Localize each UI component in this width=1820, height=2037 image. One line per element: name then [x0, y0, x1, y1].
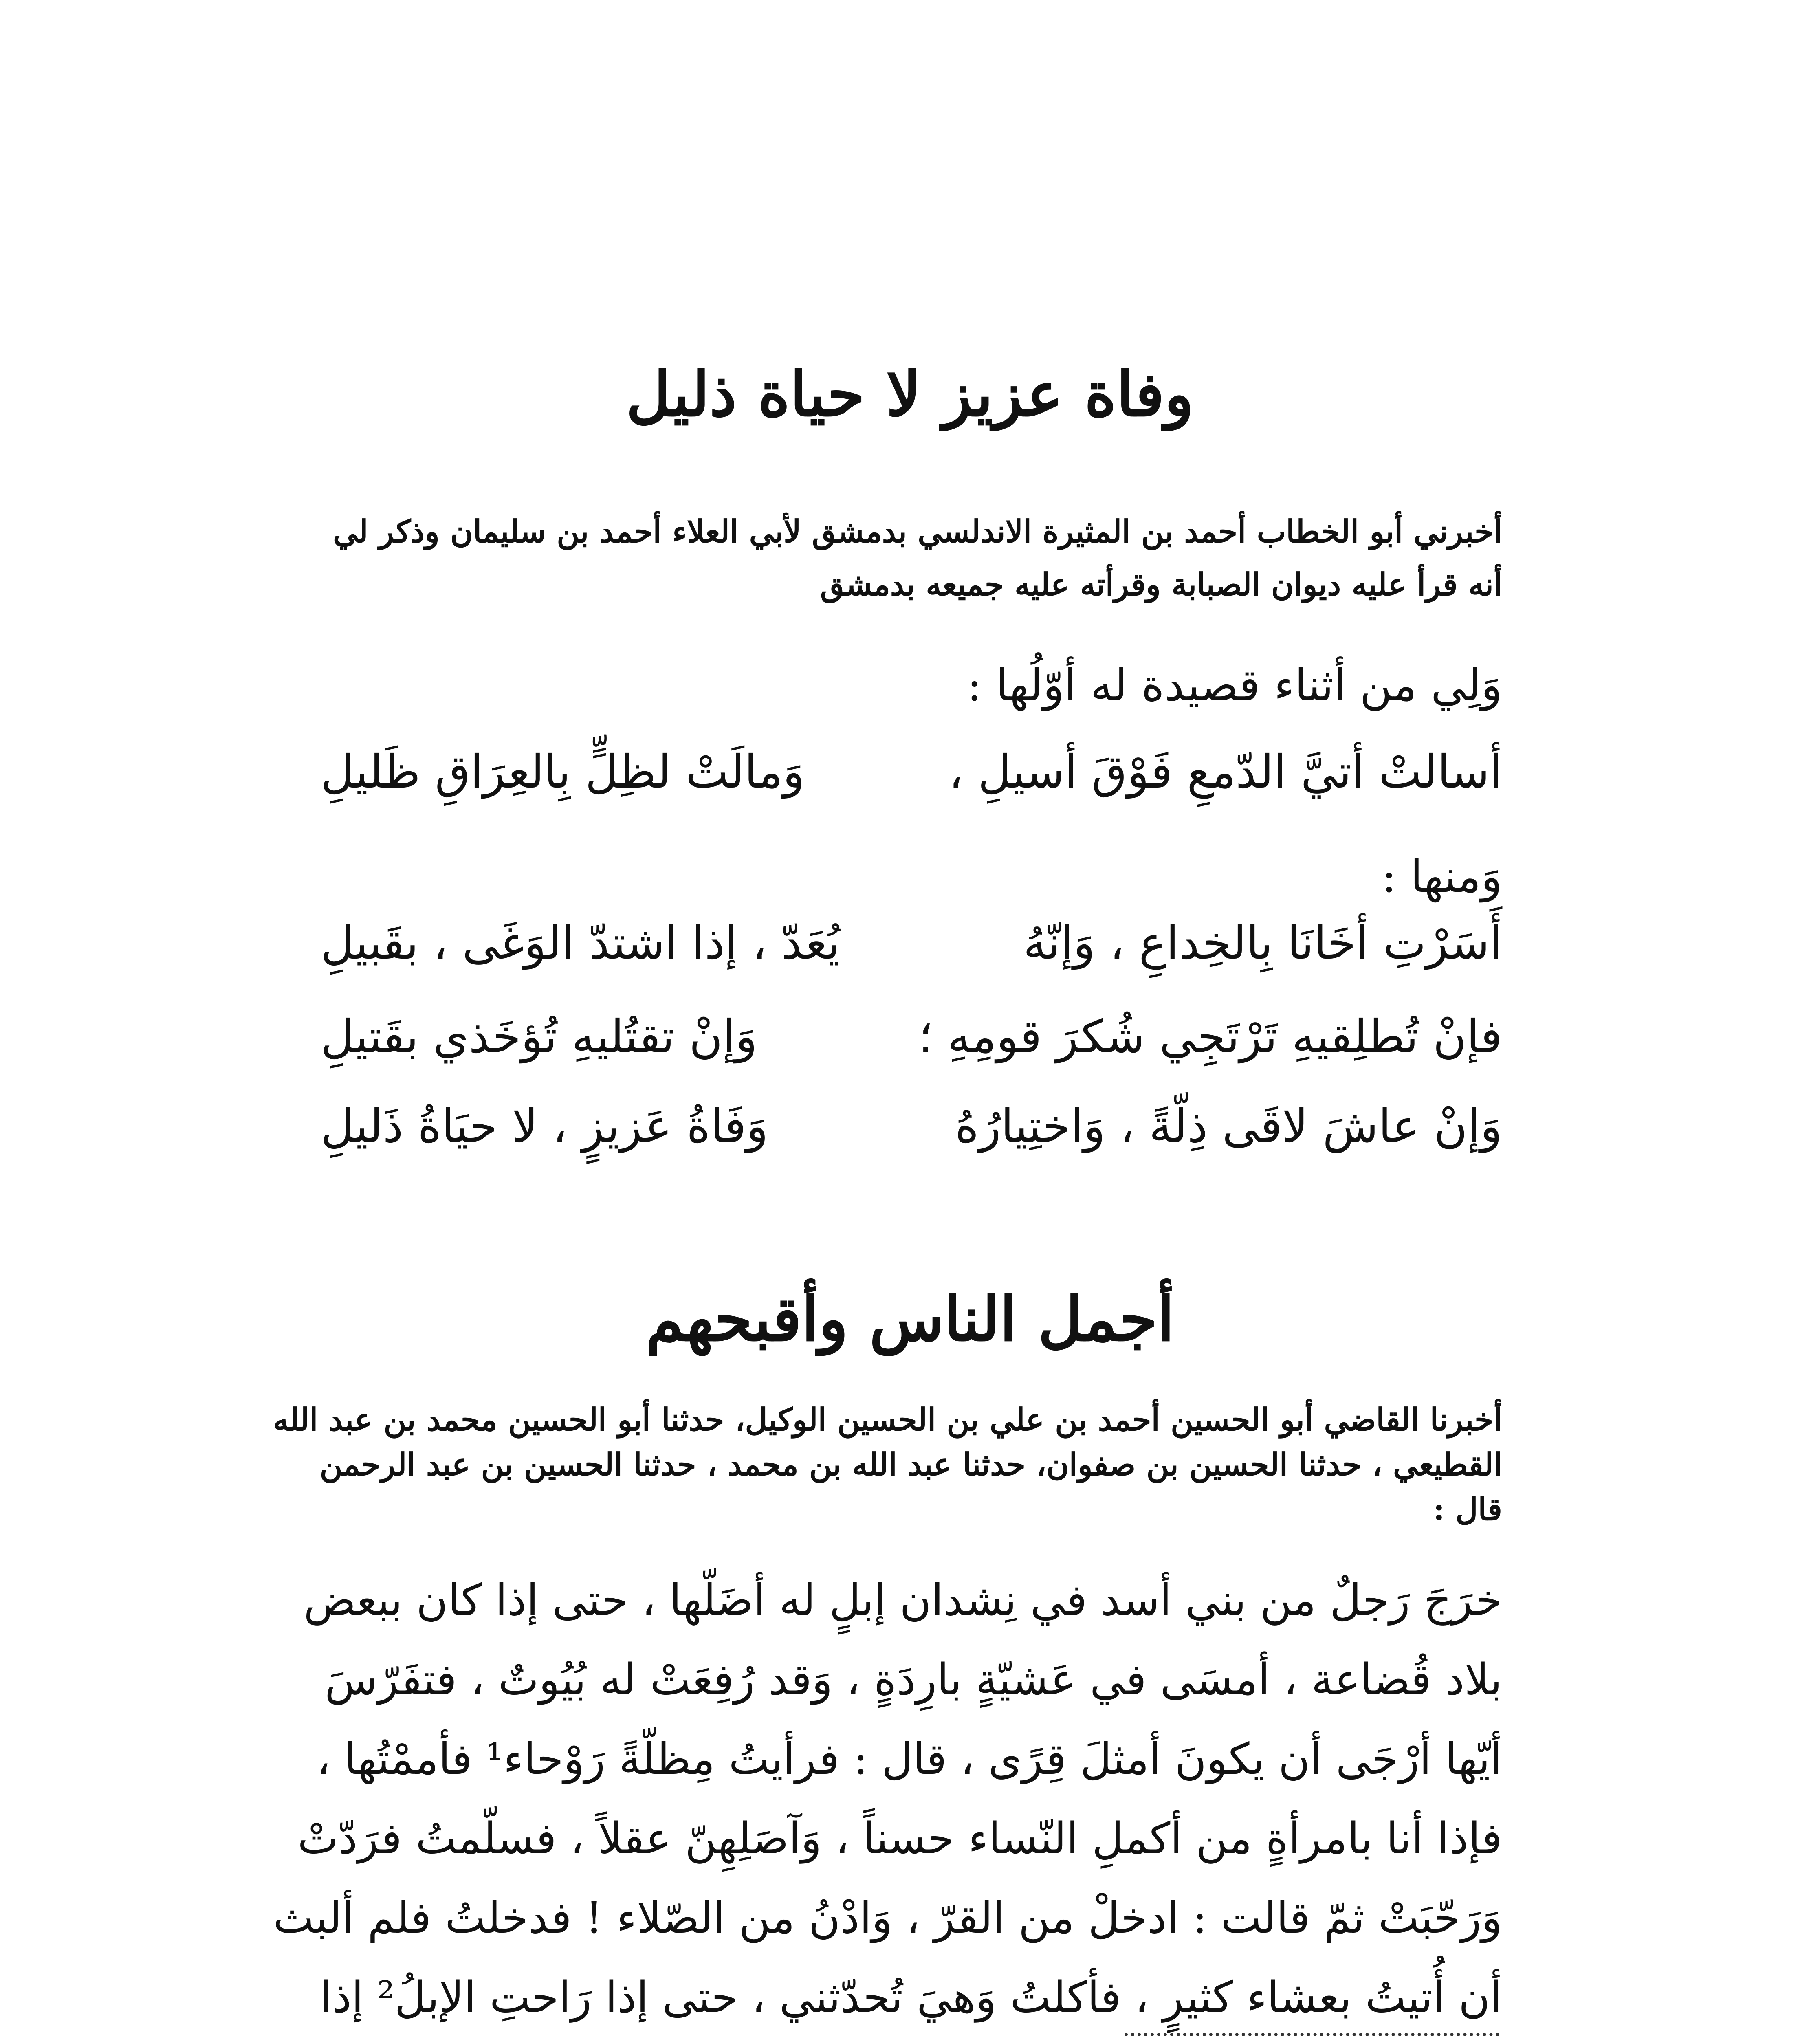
- isnad-line: أخبرني أبو الخطاب أحمد بن المثيرة الاندلسي بدمشق لأبي العلاء أحمد بن سليمان وذكر لي: [333, 513, 1502, 550]
- isnad-line: أخبرنا القاضي أبو الحسين أحمد بن علي بن الحسين الوكيل، حدثنا أبو الحسين محمد بن عبد الله: [273, 1401, 1502, 1438]
- prose-line: وَرَحّبَتْ ثمّ قالت : ادخلْ من القرّ ، وَادْنُ من الصّلاء ! فدخلتُ فلم ألبث: [273, 1893, 1502, 1943]
- prose-line: أيّها أرْجَى أن يكونَ أمثلَ قِرًى ، قال : فرأيتُ مِظلّةً رَوْحاء¹ فأممْتُها ،: [317, 1734, 1502, 1784]
- verse-2: [321, 917, 1502, 982]
- verse-first-hemistich: وَإنْ عاشَ لاقَى ذِلّةً ، وَاختِيارُهُ: [955, 1100, 1502, 1153]
- verse-3: [321, 1010, 1502, 1076]
- verse-4: [321, 1100, 1502, 1165]
- isnad-2: [273, 1397, 1502, 1532]
- isnad-1: [321, 505, 1502, 611]
- prose-line: بلاد قُضاعة ، أمسَى في عَشيّةٍ بارِدَةٍ ، وَقد رُفِعَتْ له بُيُوتٌ ، فتفَرّسَ: [324, 1654, 1502, 1705]
- verse-first-hemistich: فإنْ تُطلِقيهِ تَرْتَجِي شُكرَ قومِهِ ؛: [918, 1010, 1502, 1063]
- footnote-separator: [1125, 2033, 1499, 2036]
- verse-1: [321, 746, 1502, 811]
- prose-line: أن أُتيتُ بعشاء كثيرٍ ، فأكلتُ وَهيَ تُحدّثني ، حتى إذا رَاحتِ الإبلُ² إذا: [320, 1972, 1502, 2022]
- isnad-line: قال :: [1433, 1491, 1502, 1527]
- isnad-line: القطيعي ، حدثنا الحسين بن صفوان، حدثنا عبد الله بن محمد ، حدثنا الحسين بن عبد الرحمن: [319, 1446, 1502, 1483]
- verse-second-hemistich: يُعَدّ ، إذا اشتدّ الوَغَى ، بقَبيلِ: [321, 917, 840, 970]
- prose-line: فإذا أنا بامرأةٍ من أكملِ النّساء حسناً ، وَآصَلِهِنّ عقلاً ، فسلّمتُ فرَدّتْ: [297, 1813, 1502, 1863]
- isnad-line: أنه قرأ عليه ديوان الصبابة وقرأته عليه جميعه بدمشق: [820, 566, 1502, 603]
- poem-and-from-it: وَمنها :: [1382, 851, 1502, 902]
- verse-second-hemistich: وَفَاةُ عَزيزٍ ، لا حيَاةُ ذَليلِ: [321, 1100, 768, 1153]
- section-title-2: أجمل الناس وأقبحهم: [645, 1283, 1175, 1355]
- verse-first-hemistich: أسالتْ أتيَّ الدّمعِ فَوْقَ أسيلِ ،: [949, 746, 1502, 799]
- prose-line: خرَجَ رَجلٌ من بني أسد في نِشدان إبلٍ له أضَلّها ، حتى إذا كان ببعض: [304, 1575, 1502, 1625]
- verse-first-hemistich: أَسَرْتِ أخَانَا بِالخِداعِ ، وَإنّهُ: [1023, 917, 1502, 970]
- section-title-1: وفاة عزيز لا حياة ذليل: [626, 359, 1194, 430]
- poem-intro: وَلِي من أثناء قصيدة له أوّلُها :: [967, 660, 1502, 711]
- narrative-text: [273, 1560, 1502, 2037]
- verse-second-hemistich: وَمالَتْ لظِلٍّ بِالعِرَاقِ ظَليلِ: [321, 746, 805, 799]
- verse-second-hemistich: وَإنْ تقتُليهِ تُؤخَذي بقَتيلِ: [321, 1010, 757, 1063]
